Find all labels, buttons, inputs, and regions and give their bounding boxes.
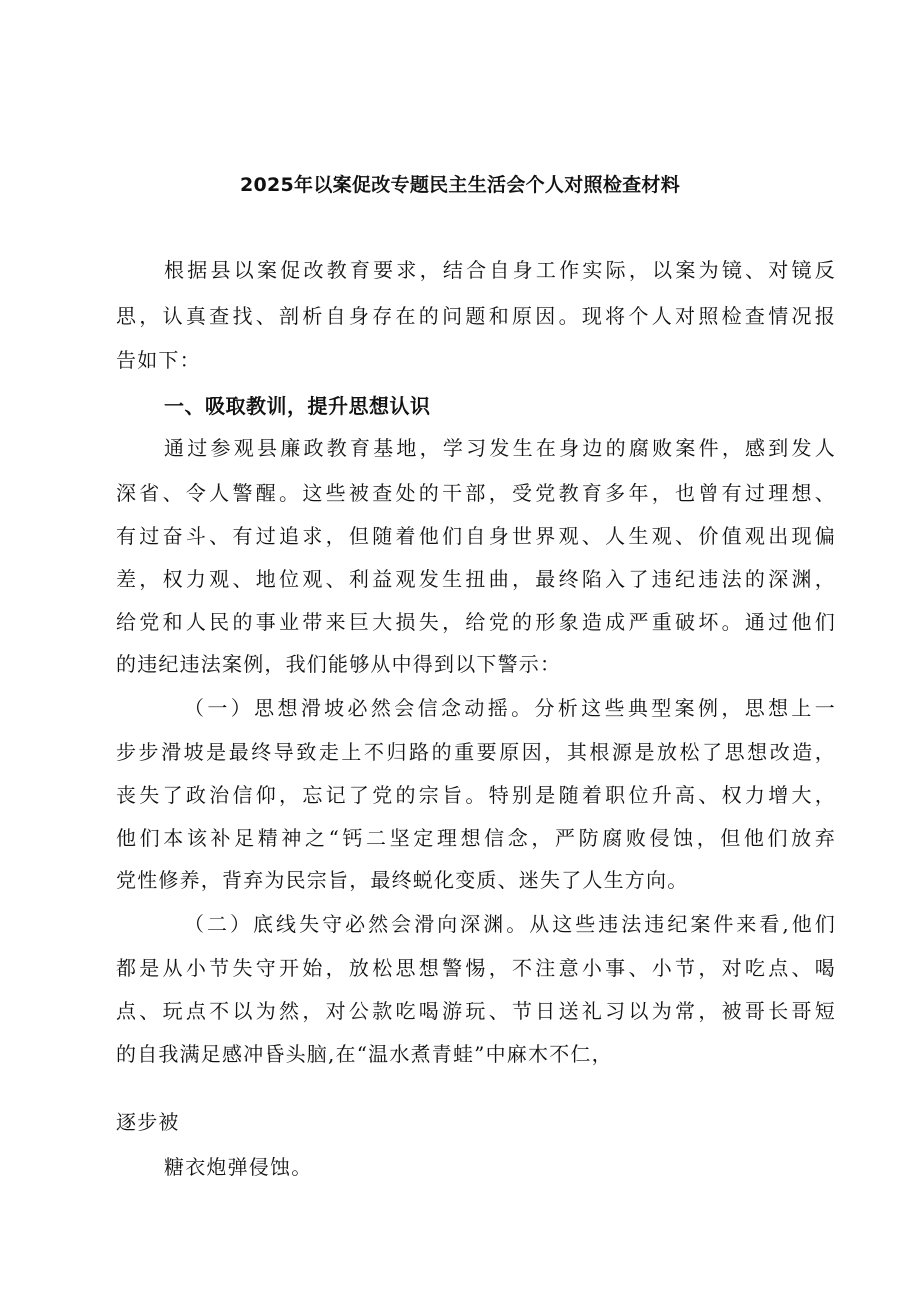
para1-line-4: 差，权力观、地位观、利益观发生扭曲，最终陷入了违纪违法的深渊， [116, 567, 836, 591]
para1-line-2: 深省、令人警醒。这些被查处的干部，受党教育多年，也曾有过理想、 [116, 481, 836, 505]
para3-line-1: （二）底线失守必然会滑向深渊。从这些违法违纪案件来看,他们 [184, 912, 836, 936]
para2-line-5: 党性修养，背弃为民宗旨，最终蜕化变质、迷失了人生方向。 [116, 868, 689, 892]
para1-line-3: 有过奋斗、有过追求，但随着他们自身世界观、人生观、价值观出现偏 [116, 524, 836, 548]
para2-line-2: 步步滑坡是最终导致走上不归路的重要原因，其根源是放松了思想改造， [116, 740, 836, 764]
document-title: 2025年以案促改专题民主生活会个人对照检查材料 [239, 174, 681, 196]
intro-line-2: 思，认真查找、剖析自身存在的问题和原因。现将个人对照检查情况报 [116, 304, 836, 328]
para2-line-3: 丧失了政治信仰，忘记了党的宗旨。特别是随着职位升高、权力增大， [116, 783, 836, 807]
tail-line-1: 逐步被 [116, 1110, 180, 1134]
intro-line-1: 根据县以案促改教育要求，结合自身工作实际，以案为镜、对镜反 [164, 258, 836, 282]
para2-line-4: 他们本该补足精神之“钙二坚定理想信念，严防腐败侵蚀，但他们放弃 [116, 826, 836, 850]
para2-line-1: （一）思想滑坡必然会信念动摇。分析这些典型案例，思想上一 [184, 696, 836, 720]
para1-line-5: 给党和人民的事业带来巨大损失，给党的形象造成严重破坏。通过他们 [116, 610, 836, 634]
para1-line-6: 的违纪违法案例，我们能够从中得到以下警示： [116, 652, 562, 676]
intro-line-3: 告如下： [116, 348, 201, 372]
para3-line-3: 点、玩点不以为然，对公款吃喝游玩、节日送礼习以为常，被哥长哥短 [116, 999, 836, 1023]
para3-line-4: 的自我满足感冲昏头脑,在“温水煮青蛙”中麻木不仁， [116, 1042, 613, 1066]
section-heading-1: 一、吸取教训，提升思想认识 [164, 394, 431, 418]
tail-line-2: 糖衣炮弹侵蚀。 [164, 1155, 313, 1179]
para3-line-2: 都是从小节失守开始，放松思想警惕，不注意小事、小节，对吃点、喝 [116, 956, 836, 980]
para1-line-1: 通过参观县廉政教育基地，学习发生在身边的腐败案件，感到发人 [164, 436, 836, 460]
